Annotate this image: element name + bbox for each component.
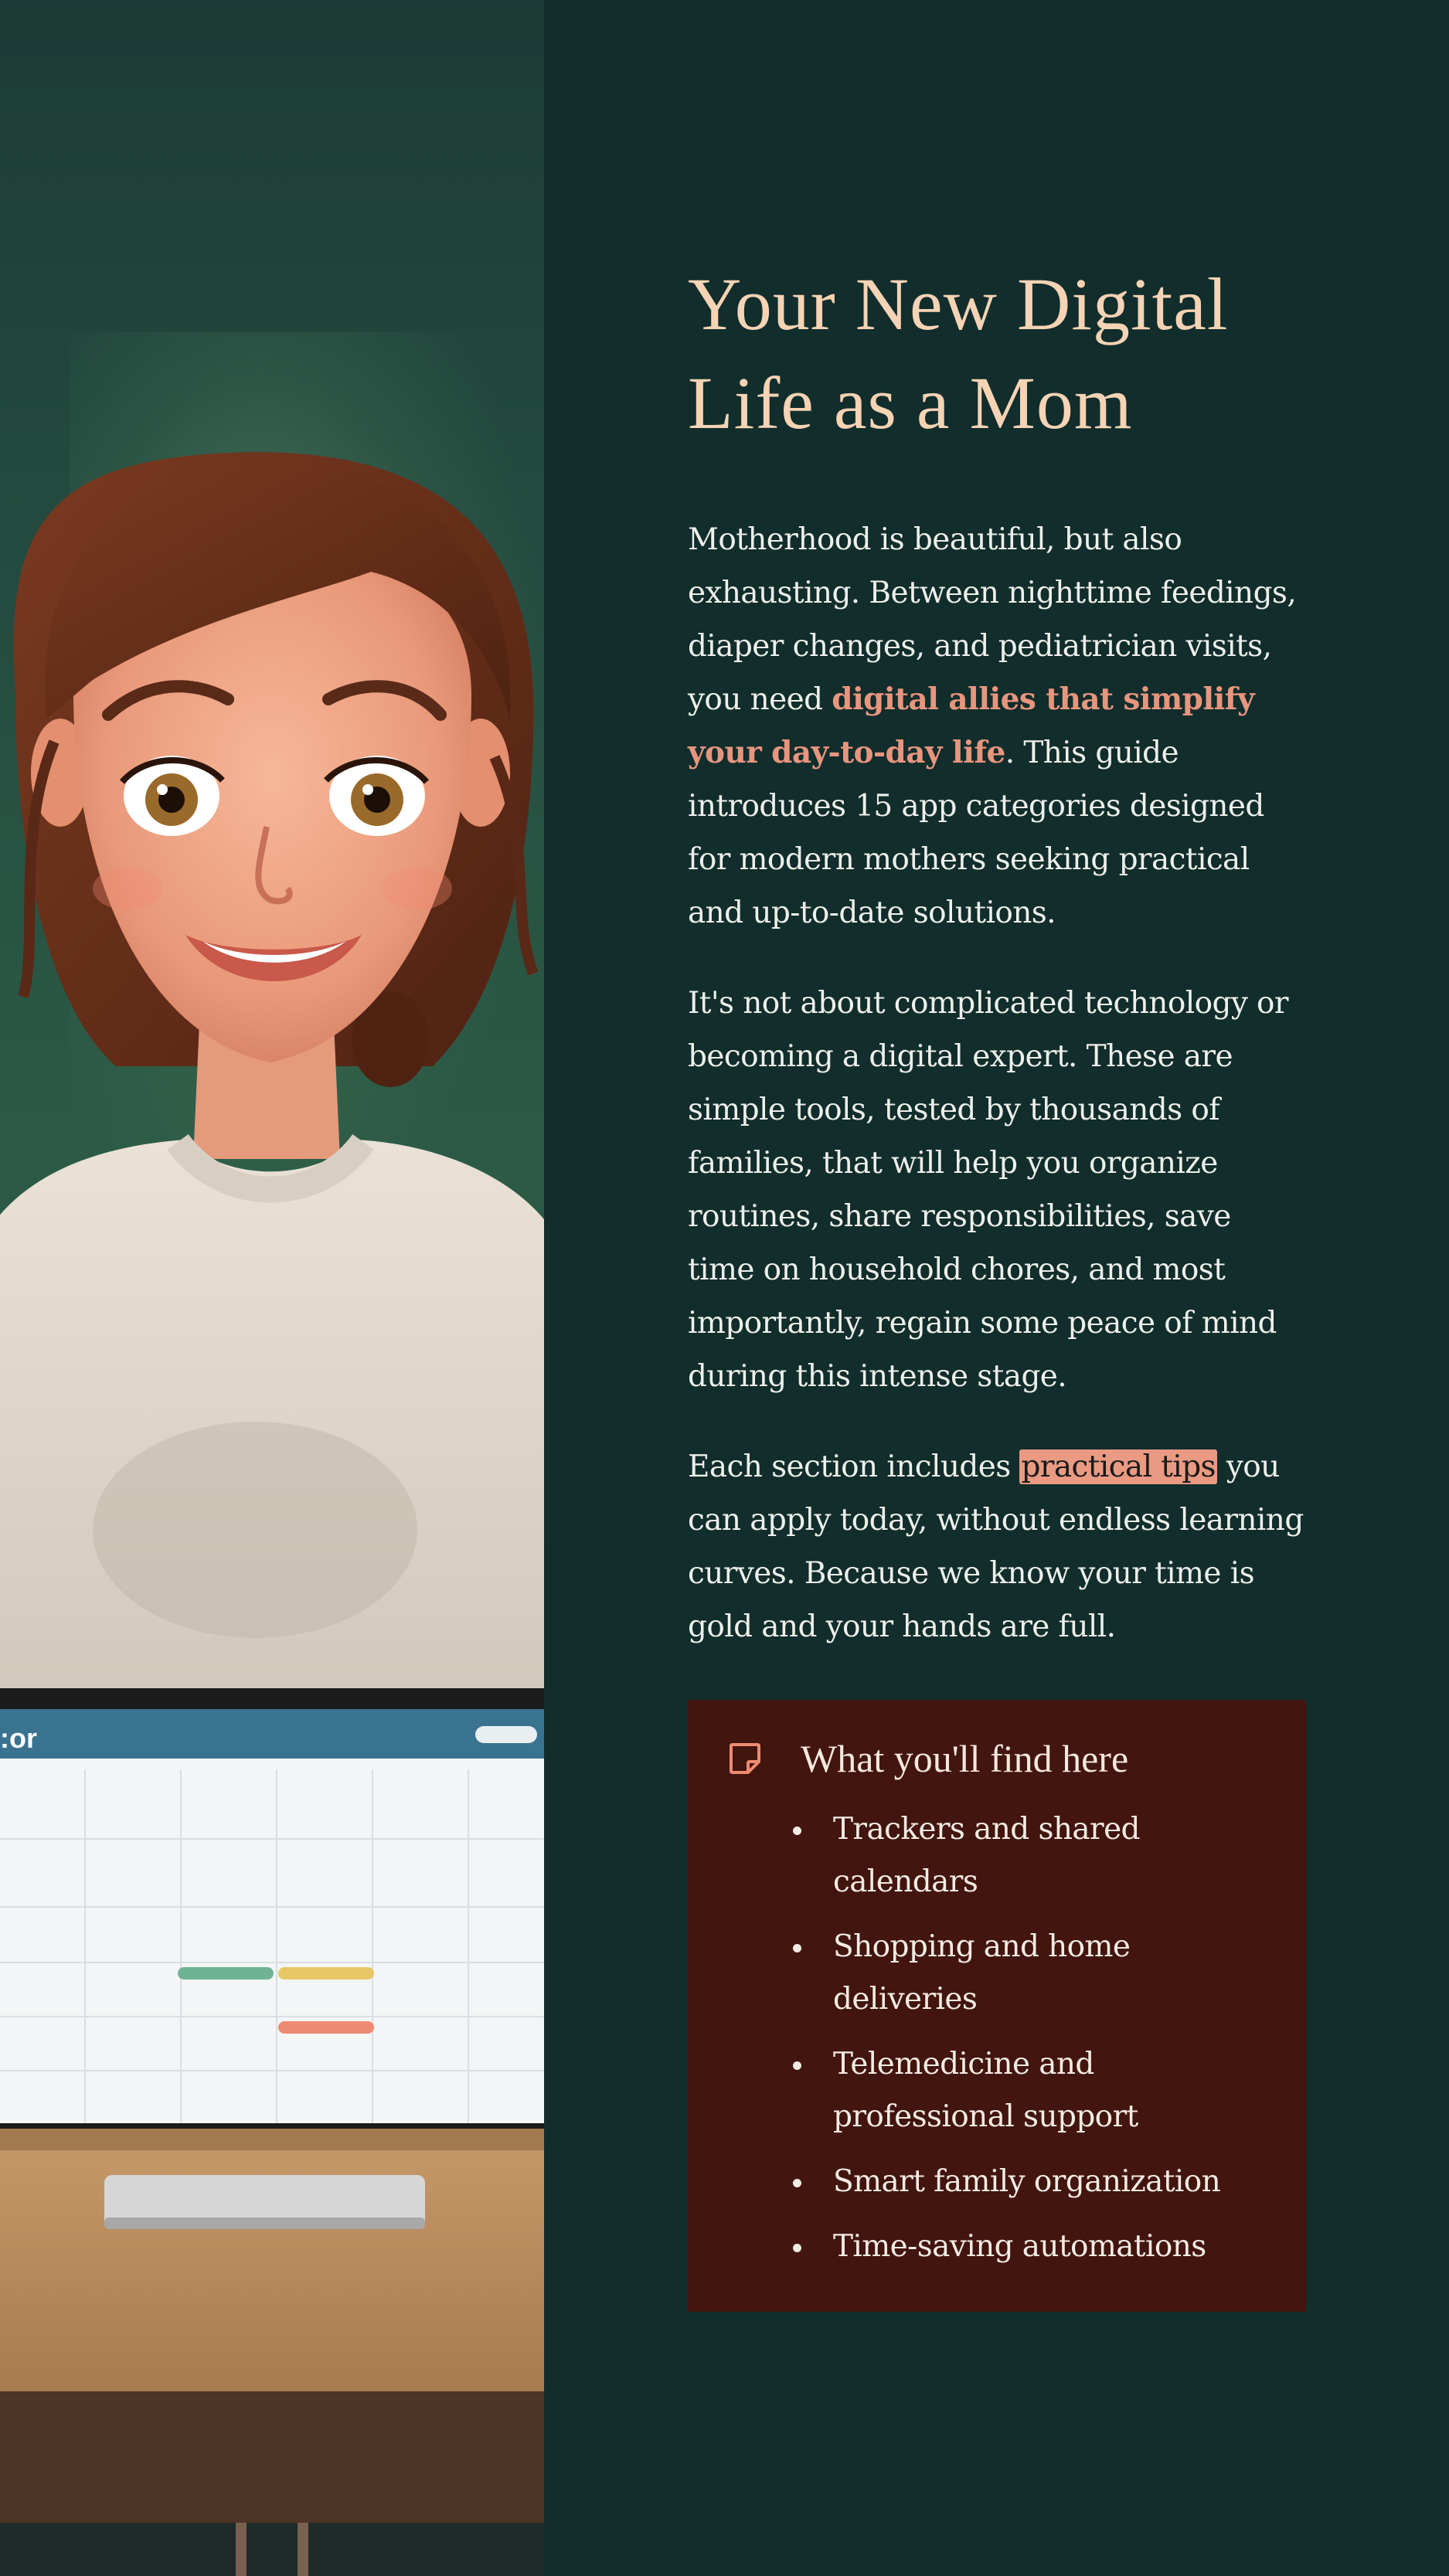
- what-youll-find-callout: [688, 1700, 1306, 2312]
- calendar-event-yellow: [278, 1967, 374, 1980]
- monitor-header-pill: [475, 1726, 537, 1743]
- desk-surface: [0, 2129, 544, 2391]
- third-text-end: you can apply today, without endless learning curves. Because we know your time is gold and your hands are full.: [688, 1449, 1304, 1644]
- desk-leg-left: [236, 2523, 247, 2576]
- sweater-shadow: [93, 1422, 417, 1638]
- monitor-header-text: :or: [0, 1722, 37, 1754]
- third-paragraph: [688, 1440, 1306, 1653]
- callout-header: [726, 1735, 1267, 1782]
- hero-illustration-panel: [0, 0, 544, 2576]
- list-item: Shopping and home deliveries: [833, 1921, 1267, 2026]
- left-cheek: [93, 867, 162, 910]
- second-paragraph: It's not about complicated technology or becoming a digital expert. These are simple tools, tested by thousands of families, that will help you organize routines, share responsibilities, save time on household chores, and most importantly, regain some peace of mind during this intense stage.: [688, 986, 1288, 1394]
- right-cheek: [383, 867, 452, 910]
- mom-at-desk-illustration: [0, 0, 544, 2576]
- calendar-grid: [0, 1759, 544, 2123]
- article-panel: [544, 0, 1449, 2576]
- list-item: Time-saving automations: [833, 2221, 1267, 2273]
- calendar-event-coral: [278, 2021, 374, 2034]
- practical-tips-highlight: practical tips: [1021, 1449, 1216, 1484]
- callout-list: [726, 1803, 1267, 2273]
- list-item: Smart family organization: [833, 2156, 1267, 2208]
- floor-shadow: [0, 2523, 544, 2576]
- sticky-note-icon: [726, 1740, 764, 1777]
- intro-text-start: Motherhood is beautiful, but also exhausting. Between nighttime feedings, diaper changes, and pediatrician visits, you need: [688, 522, 1297, 717]
- callout-title: What you'll find here: [801, 1737, 1129, 1780]
- desk-front: [0, 2391, 544, 2523]
- keyboard-edge: [104, 2217, 425, 2229]
- list-item: Telemedicine and professional support: [833, 2038, 1267, 2143]
- monitor-header: [0, 1709, 544, 1759]
- left-eye-glint: [157, 784, 168, 795]
- calendar-event-green: [178, 1967, 274, 1980]
- intro-paragraph: [688, 513, 1306, 940]
- list-item: Trackers and shared calendars: [833, 1803, 1267, 1908]
- desk-leg-right: [298, 2523, 308, 2576]
- intro-text-end: . This guide introduces 15 app categories designed for modern mothers seeking practical and up-to-date solutions.: [688, 736, 1264, 930]
- desk-edge-shadow: [0, 2129, 544, 2150]
- article-content: [688, 255, 1306, 2312]
- right-eye-glint: [362, 784, 373, 795]
- page-title: Your New Digital Life as a Mom: [688, 263, 1229, 444]
- intro-emphasis: digital allies that simplify your day-to-day life: [688, 681, 1255, 770]
- third-text-start: Each section includes: [688, 1449, 1020, 1484]
